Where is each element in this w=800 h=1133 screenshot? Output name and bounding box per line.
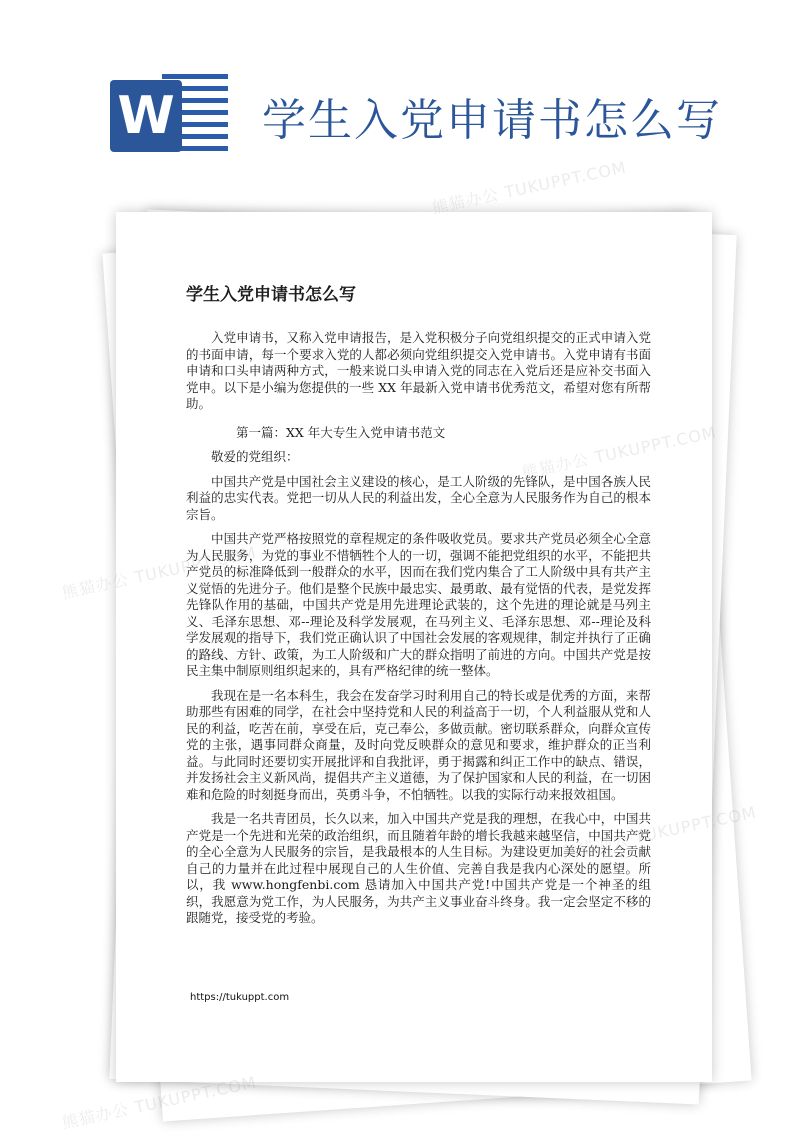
watermark: 熊猫办公 TUKUPPT.COM [430,157,629,218]
page-header [0,0,800,200]
document-body [186,284,651,935]
word-document-icon [110,68,230,168]
body-paragraph: 中国共产党严格按照党的章程规定的条件吸收党员。要求共产党员必须全心全意为人民服务，为党的事业不惜牺牲个人的一切，强调不能把党组织的水平，不能把共产党员的标准降低到一般群众的水平，因而在我们党内集合了工人阶级中具有共产主义觉悟的先进分子。他们是整个民族中最忠实、最勇敢、最有觉悟的代表，是党发挥先锋队作用的基础，中国共产党是用先进理论武装的，这个先进的理论就是马列主义、毛泽东思想、邓--理论及科学发展观，在马列主义、毛泽东思想、邓--理论及科学发展观的指导下，我们党正确认识了中国社会发展的客观规律，制定并执行了正确的路线、方针、政策，为工人阶级和广大的群众指明了前进的方向。中国共产党是按民主集中制原则组织起来的，具有严格纪律的统一整体。 [186,531,651,678]
body-paragraph: 我现在是一名本科生，我会在发奋学习时利用自己的特长或是优秀的方面，来帮助那些有困难的同学，在社会中坚持党和人民的利益高于一切，个人利益服从党和人民的利益，吃苦在前，享受在后，克己奉公，多做贡献。密切联系群众，向群众宣传党的主张，遇事同群众商量，及时向党反映群众的意见和要求，维护群众的正当利益。与此同时还要切实开展批评和自我批评，勇于揭露和纠正工作中的缺点、错误，并发扬社会主义新风尚，提倡共产主义道德，为了保护国家和人民的利益，在一切困难和危险的时刻挺身而出，英勇斗争，不怕牺牲。以我的实际行动来报效祖国。 [186,687,651,802]
watermark: 熊猫办公 TUKUPPT.COM [60,1072,259,1133]
watermark: 熊猫办公 [60,569,131,603]
document-title: 学生入党申请书怎么写 [186,285,356,305]
body-paragraph: 我是一名共青团员，长久以来，加入中国共产党是我的理想，在我心中，中国共产党是一个先进和光荣的政治组织，而且随着年龄的增长我越来越坚信，中国共产党的全心全意为人民服务的宗旨，是我最根本的人生目标。为建设更加美好的社会贡献自己的力量并在此过程中展现自己的人生价值、完善自我是我内心深处的愿望。所以，我 www.hongfenbi.com 恳请加入中国共产党!中国共产党是一个神圣的组织，我愿意为党工作，为人民服务，为共产主义事业奋斗终身。我一定会坚定不移的跟随党，接受党的考验。 [186,811,651,925]
body-paragraph: 中国共产党是中国社会主义建设的核心，是工人阶级的先锋队，是中国各族人民利益的忠实代表。党把一切从人民的利益出发，全心全意为人民服务作为自己的根本宗旨。 [186,473,651,522]
word-icon-letter: W [110,80,182,152]
intro-paragraph: 入党申请书，又称入党申请报告，是入党积极分子向党组织提交的正式申请入党的书面申请，每一个要求入党的人都必须向党组织提交入党申请书。入党申请有书面申请和口头申请两种方式，一般来说口头申请入党的同志在入党后还是应补交书面入党申。以下是小编为您提供的一些 XX 年最新入党申请书优秀范文，希望对您有所帮助。 [186,330,651,411]
footer-url: https://tukuppt.com [190,992,290,1003]
header-title: 学生入党申请书怎么写 [262,95,722,146]
salutation: 敬爱的党组织： [211,449,299,464]
section-heading: 第一篇：XX 年大专生入党申请书范文 [236,424,446,440]
